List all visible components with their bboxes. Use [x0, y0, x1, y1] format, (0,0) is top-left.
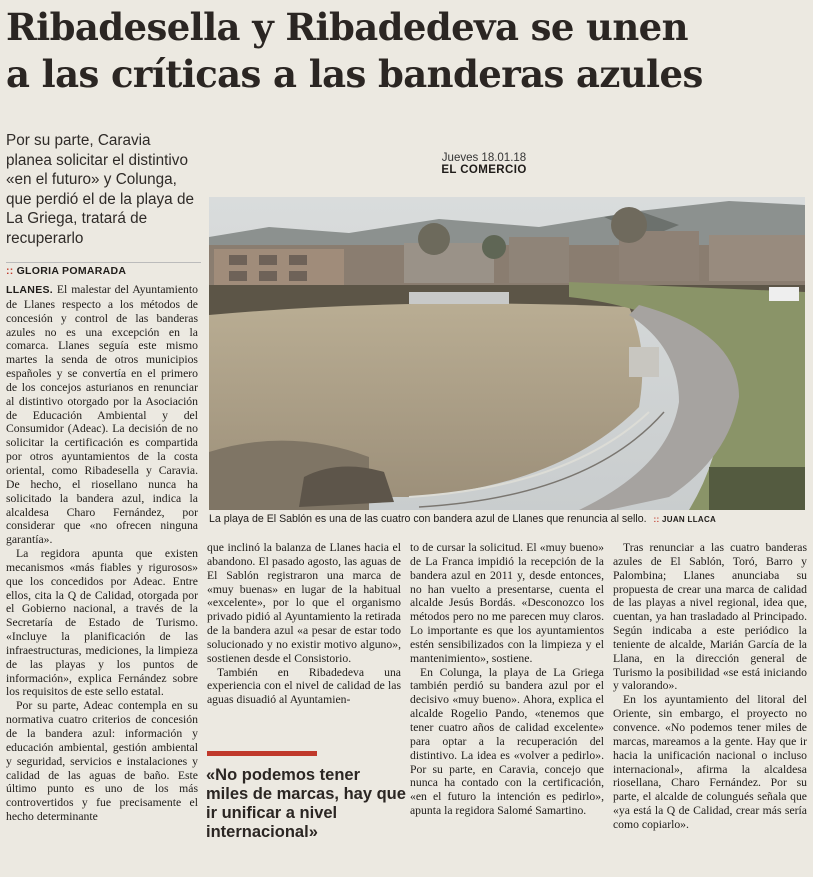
paragraph: que inclinó la balanza de Llanes hacia el abandono. El pasado agosto, las aguas de El Sablón registraron una marca de «muy buenas» en lugar de la habitual «excelente», por lo que el organismo privado pidió al Ayuntamiento la retirada de la bandera azul «a pesar de estar todo solucionado y no existir motivo alguno», sostienen desde el Consistorio.: [207, 541, 401, 665]
photo-credit: [654, 515, 717, 524]
article-dateline: LLANES.: [6, 284, 54, 296]
article-column-2: [207, 541, 401, 707]
publication-date: Jueves 18.01.18: [441, 152, 527, 164]
photographer-name: JUAN LLACA: [662, 515, 717, 524]
paragraph: También en Ribadedeva una experiencia con el nivel de calidad de las aguas disuadió al Ayuntamien-: [207, 665, 401, 707]
photo-caption: [209, 513, 805, 525]
headline-line-1: Ribadesella y Ribadedeva se unen: [6, 5, 688, 49]
paragraph: En Colunga, la playa de La Griega también perdió su bandera azul por el decisivo «muy bueno». Ahora, explica el alcalde Rogelio Pando, «tenemos que tener cuatro años de calidad excelente» para optar a la recuperación del distintivo. La idea es «volver a pedirlo». Por su parte, en Caravia, concejo que nunca ha contado con la certificación, «en el futuro la intención es pedirlo», apunta la regidora Salomé Samartino.: [410, 665, 604, 818]
paragraph-text: El malestar del Ayuntamiento de Llanes respecto a los métodos de concesión y control de las banderas azules no es una excepción en la comarca. Llanes seguía este mismo martes la senda de otros municipios españoles y se convertía en el primero de los concejos asturianos en renunciar al distintivo otorgado por la Asociación de Educación Ambiental y del Consumidor (Adeac). La decisión de no solicitar la certificación es compartida por otros ayuntamientos de la costa oriental, como Ribadesella y Caravia. De hecho, el riosellano nunca ha solicitado la bandera azul, indica la alcaldesa Charo Fernández, por considerar que «no ofrecen ninguna garantía».: [6, 283, 198, 547]
credit-marker: ::: [653, 515, 660, 524]
byline-marker: ::: [6, 265, 14, 277]
paragraph: to de cursar la solicitud. El «muy bueno» de La Franca impidió la recepción de la bandera azul en 2011 y, desde entonces, no han vuelto a presentarse, cuenta el alcalde Jesús Bordás. «Desconozco los métodos pero no me parecen muy claros. Lo importante es que los ayuntamientos estén sensibilizados con la limpieza y el mantenimiento», sostiene.: [410, 541, 604, 665]
beach-photo: [209, 197, 805, 510]
paragraph: En los ayuntamiento del litoral del Oriente, sin embargo, el proyecto no convence. «No podemos tener miles de marcas, mareamos a la gente. Hay que ir hacia la unificación nacional o incluso internacional», afirma la alcaldesa riosellana, Charo Fernández. Por su parte, el alcalde de colungués señala que «ya está la Q de Calidad, crear más sería como copiarlo».: [613, 693, 807, 831]
article-column-3: [410, 541, 604, 818]
subheadline: Por su parte, Caravia planea solicitar el distintivo «en el futuro» y Colunga, que perdió el de la playa de La Griega, tratará de recuperarlo: [6, 132, 194, 247]
paragraph: Por su parte, Adeac contempla en su normativa cuatro criterios de concesión de la bandera azul: información y educación ambiental, gestión ambiental y seguridad, servicios e instalaciones y calidad de las aguas de baño. Este último punto es uno de los más controvertidos y fue precisamente el hecho determinante: [6, 699, 198, 824]
byline-author: GLORIA POMARADA: [16, 265, 127, 277]
caption-text: La playa de El Sablón es una de las cuatro con bandera azul de Llanes que renuncia al sello.: [209, 513, 647, 525]
paragraph: La regidora apunta que existen mecanismos «más fiables y rigurosos» que los concedidos por Adeac. Entre ellos, cita la Q de Calidad, otorgada por el Gobierno nacional, a través de la Secretaría de Estado de Turismo. «Incluye la planificación de las infraestructuras, mediciones, la limpieza de las playas y los puntos de información», explica Fernández sobre los requisitos de este sello estatal.: [6, 547, 198, 699]
pull-quote-rule: [207, 751, 317, 756]
headline-line-2: a las críticas a las banderas azules: [6, 52, 703, 96]
paragraph: [6, 283, 198, 547]
dateline-box: [431, 152, 537, 176]
article-column-1: [6, 283, 198, 824]
article-column-4: [613, 541, 807, 832]
beach-photo-illustration: [209, 197, 805, 510]
byline: [6, 262, 201, 277]
pull-quote: «No podemos tener miles de marcas, hay que ir unificar a nivel internacional»: [206, 766, 406, 841]
headline: [6, 4, 810, 98]
newspaper-name: EL COMERCIO: [441, 164, 527, 176]
paragraph: Tras renunciar a las cuatro banderas azules de El Sablón, Toró, Barro y Palombina; Llanes anunciaba su propuesta de crear una marca de calidad de las playas a nivel regional, idea que, cuentan, ya han trasladado al Principado. Según indicaba a este periódico la teniente de alcalde, Marián García de la Llana, en la dirección general de Turismo la posibilidad «se está iniciando y valorando».: [613, 541, 807, 693]
